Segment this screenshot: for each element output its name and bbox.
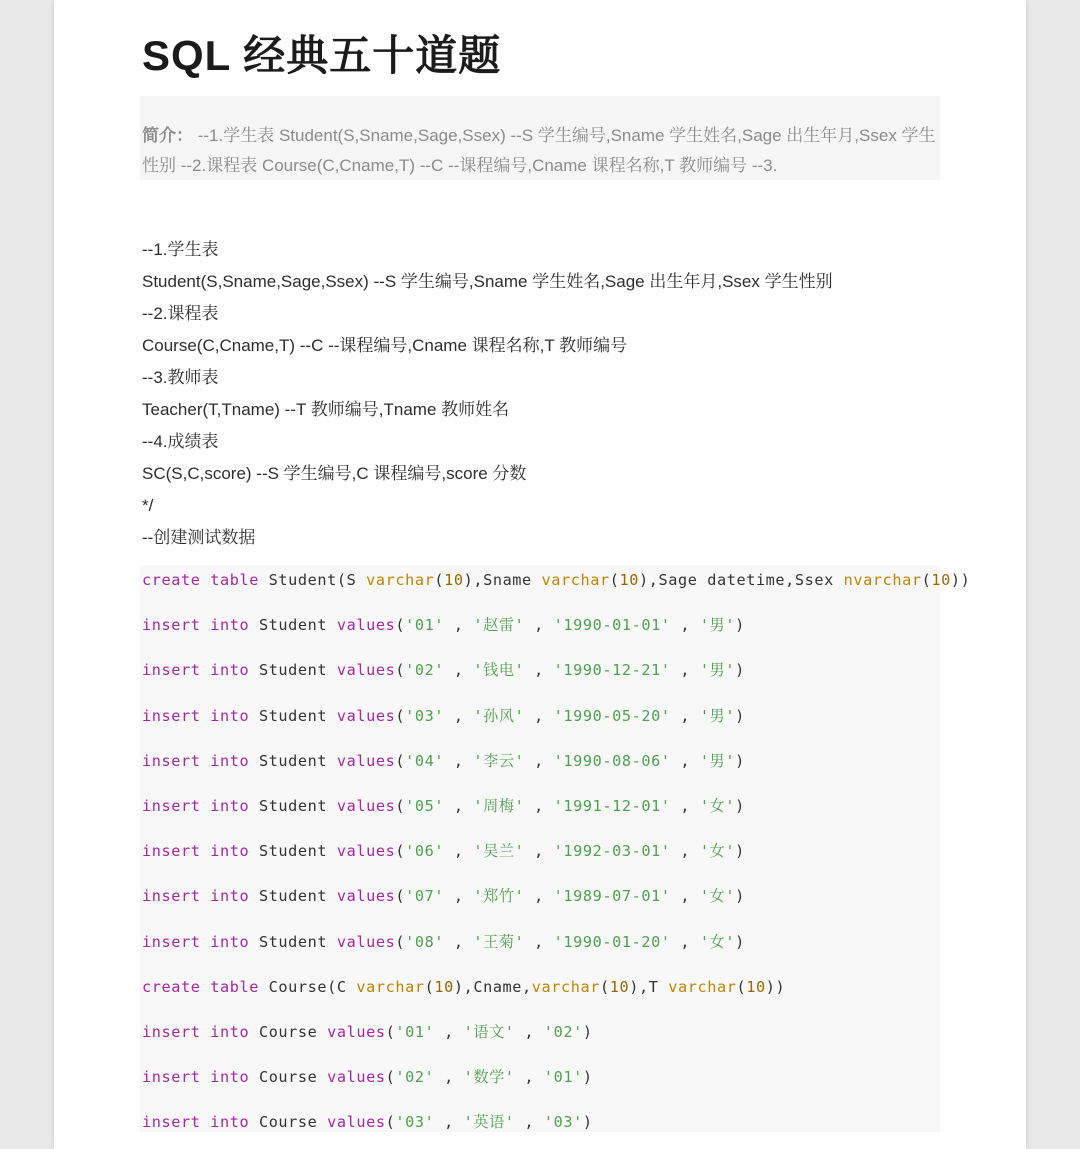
code-line bbox=[142, 881, 940, 926]
summary-box bbox=[140, 96, 940, 180]
sql-text: , bbox=[444, 706, 474, 725]
note-line: Teacher(T,Tname) --T 教师编号,Tname 教师姓名 bbox=[142, 400, 510, 419]
sql-text: Course bbox=[249, 1022, 328, 1041]
note-line: --2.课程表 bbox=[142, 304, 219, 323]
sql-string: '01' bbox=[405, 616, 445, 635]
sql-text: , bbox=[444, 661, 474, 680]
sql-string: '1990-01-01' bbox=[553, 616, 671, 635]
sql-type: varchar bbox=[531, 977, 601, 996]
code-line bbox=[142, 610, 940, 655]
code-line bbox=[142, 1017, 940, 1062]
sql-text: ( bbox=[395, 661, 406, 680]
sql-string: '男' bbox=[699, 661, 736, 680]
sql-text bbox=[200, 797, 210, 815]
sql-text: ) bbox=[735, 706, 745, 725]
sql-string: '语文' bbox=[463, 1022, 515, 1041]
sql-text: ( bbox=[395, 842, 406, 861]
sql-text: , bbox=[670, 706, 700, 725]
sql-text bbox=[200, 616, 210, 634]
sql-text: ( bbox=[395, 751, 406, 770]
sql-number: 10 bbox=[931, 571, 951, 589]
sql-string: '1991-12-01' bbox=[553, 796, 671, 815]
sql-keyword: values bbox=[336, 661, 396, 680]
code-line bbox=[142, 972, 940, 1017]
sql-keyword: values bbox=[336, 842, 396, 861]
sql-text: , bbox=[670, 932, 700, 951]
sql-text: ) bbox=[735, 842, 745, 861]
note-line: --创建测试数据 bbox=[142, 528, 256, 547]
sql-keyword: table bbox=[210, 571, 259, 589]
sql-type: varchar bbox=[366, 571, 435, 589]
sql-text: ( bbox=[736, 977, 747, 996]
sql-text: , bbox=[670, 616, 700, 635]
sql-text: Student bbox=[249, 751, 337, 770]
sql-type: varchar bbox=[356, 977, 425, 996]
code-line bbox=[142, 1107, 940, 1149]
summary-label: 简介： bbox=[142, 126, 193, 145]
sql-text: , bbox=[524, 661, 554, 680]
sql-string: '05' bbox=[405, 796, 445, 815]
sql-type: varchar bbox=[541, 571, 610, 589]
sql-text: , bbox=[444, 842, 474, 861]
sql-text: )) bbox=[765, 977, 786, 996]
sql-text: , bbox=[524, 842, 554, 861]
sql-number: 10 bbox=[444, 571, 464, 589]
sql-keyword: insert bbox=[142, 751, 201, 770]
sql-number: 10 bbox=[619, 571, 640, 589]
sql-text: Student bbox=[249, 842, 337, 861]
sql-text: Student bbox=[249, 796, 337, 815]
sql-text bbox=[200, 1068, 210, 1086]
sql-string: '女' bbox=[699, 932, 736, 951]
sql-type: varchar bbox=[668, 977, 737, 996]
sql-string: '03' bbox=[543, 1113, 583, 1132]
sql-keyword: create bbox=[142, 571, 201, 589]
note-line: Student(S,Sname,Sage,Ssex) --S 学生编号,Sname 学生姓名,Sage 出生年月,Ssex 学生性别 bbox=[142, 272, 833, 291]
sql-text: , bbox=[444, 887, 474, 906]
sql-text: ( bbox=[434, 571, 445, 589]
sql-text: ( bbox=[385, 1022, 396, 1041]
sql-text: ) bbox=[735, 751, 745, 770]
sql-string: '钱电' bbox=[473, 661, 525, 680]
sql-keyword: into bbox=[210, 616, 250, 635]
sql-text: , bbox=[524, 887, 554, 906]
sql-text: , bbox=[670, 842, 700, 861]
sql-type: nvarchar bbox=[843, 571, 922, 589]
sql-text: ( bbox=[609, 571, 620, 589]
sql-text bbox=[200, 887, 210, 905]
sql-text: , bbox=[434, 1022, 464, 1041]
sql-keyword: insert bbox=[142, 842, 201, 861]
code-line bbox=[142, 655, 940, 700]
sql-string: '03' bbox=[395, 1113, 435, 1132]
sql-text: ( bbox=[600, 977, 610, 996]
sql-text bbox=[200, 707, 210, 725]
sql-keyword: insert bbox=[142, 616, 201, 635]
sql-string: '男' bbox=[699, 751, 736, 770]
sql-text bbox=[200, 978, 210, 996]
sql-text: Student bbox=[249, 887, 337, 906]
sql-text: ),T bbox=[629, 977, 669, 996]
sql-text bbox=[200, 1023, 210, 1041]
summary-text: --1.学生表 Student(S,Sname,Sage,Ssex) --S 学生编号,Sname 学生姓名,Sage 出生年月,Ssex 学生性别 --2.课程表 Course(C,Cname,T) --C --课程编号,Cname 课程名称,T 教师编号 --3. bbox=[142, 126, 936, 175]
sql-text: , bbox=[670, 751, 700, 770]
sql-string: '英语' bbox=[463, 1113, 515, 1132]
sql-code-block bbox=[140, 565, 971, 1132]
sql-string: '孙风' bbox=[473, 706, 525, 725]
sql-keyword: values bbox=[336, 706, 396, 725]
sql-keyword: values bbox=[327, 1022, 386, 1041]
sql-keyword: into bbox=[210, 1113, 250, 1132]
sql-string: '01' bbox=[543, 1068, 583, 1087]
sql-string: '数学' bbox=[463, 1068, 515, 1087]
sql-string: '1992-03-01' bbox=[553, 842, 671, 861]
note-line: --1.学生表 bbox=[142, 240, 219, 259]
sql-text: Student bbox=[249, 661, 337, 680]
sql-keyword: insert bbox=[142, 1113, 201, 1132]
sql-keyword: insert bbox=[142, 1022, 201, 1041]
sql-string: '王菊' bbox=[473, 932, 525, 951]
sql-text: Course bbox=[249, 1068, 328, 1087]
code-line bbox=[142, 565, 971, 610]
sql-text bbox=[200, 933, 210, 951]
sql-text: Student bbox=[249, 706, 337, 725]
sql-text: ) bbox=[582, 1022, 593, 1041]
sql-keyword: into bbox=[210, 661, 250, 680]
sql-text: , bbox=[670, 887, 700, 906]
sql-string: '1990-08-06' bbox=[553, 751, 671, 770]
sql-keyword: insert bbox=[142, 796, 201, 815]
sql-keyword: into bbox=[210, 706, 250, 725]
sql-string: '06' bbox=[405, 842, 445, 861]
sql-text: ) bbox=[735, 616, 745, 635]
sql-text: ( bbox=[395, 887, 406, 906]
sql-text: ),Sname bbox=[463, 571, 542, 589]
sql-keyword: insert bbox=[142, 1068, 201, 1087]
sql-number: 10 bbox=[434, 977, 454, 996]
sql-string: '1989-07-01' bbox=[553, 887, 671, 906]
sql-keyword: values bbox=[327, 1068, 386, 1087]
code-line bbox=[142, 836, 940, 881]
sql-text: , bbox=[524, 932, 554, 951]
sql-text: Student bbox=[249, 616, 337, 635]
sql-text bbox=[200, 1113, 210, 1131]
code-line bbox=[142, 927, 940, 972]
sql-text: , bbox=[514, 1022, 544, 1041]
schema-notes bbox=[142, 234, 962, 554]
sql-keyword: into bbox=[210, 842, 250, 861]
sql-string: '02' bbox=[405, 661, 445, 680]
sql-text bbox=[200, 752, 210, 770]
sql-keyword: into bbox=[210, 1022, 250, 1041]
sql-keyword: values bbox=[327, 1113, 386, 1132]
sql-text: , bbox=[670, 661, 700, 680]
sql-text: ) bbox=[582, 1113, 593, 1132]
article-page bbox=[54, 0, 1026, 1149]
sql-keyword: values bbox=[336, 616, 396, 635]
sql-text: ) bbox=[735, 932, 745, 951]
sql-text: ) bbox=[582, 1068, 593, 1087]
sql-string: '02' bbox=[543, 1022, 583, 1041]
note-line: SC(S,C,score) --S 学生编号,C 课程编号,score 分数 bbox=[142, 464, 527, 483]
code-line bbox=[142, 791, 940, 836]
sql-text: Course bbox=[249, 1113, 328, 1132]
code-line bbox=[142, 1062, 940, 1107]
sql-string: '男' bbox=[699, 616, 736, 635]
sql-text: ( bbox=[385, 1113, 396, 1132]
sql-string: '1990-01-20' bbox=[553, 932, 671, 951]
sql-text: Student(S bbox=[258, 571, 367, 589]
sql-keyword: into bbox=[210, 887, 250, 906]
sql-text: ) bbox=[735, 661, 745, 680]
note-line: */ bbox=[142, 496, 154, 515]
sql-text: , bbox=[524, 796, 554, 815]
sql-text: , bbox=[444, 616, 474, 635]
sql-text: ( bbox=[395, 796, 406, 815]
sql-text: , bbox=[444, 751, 474, 770]
sql-string: '赵雷' bbox=[473, 616, 525, 635]
sql-string: '李云' bbox=[473, 751, 525, 770]
sql-number: 10 bbox=[609, 977, 630, 996]
sql-string: '郑竹' bbox=[473, 887, 525, 906]
code-line bbox=[142, 746, 940, 791]
sql-keyword: into bbox=[210, 751, 250, 770]
sql-text bbox=[200, 842, 210, 860]
article-title: SQL 经典五十道题 bbox=[142, 32, 502, 79]
sql-text: , bbox=[670, 796, 700, 815]
sql-text: , bbox=[434, 1068, 464, 1087]
sql-keyword: into bbox=[210, 1068, 250, 1087]
sql-text: Course(C bbox=[258, 977, 357, 996]
sql-keyword: into bbox=[210, 932, 250, 951]
sql-string: '女' bbox=[699, 887, 736, 906]
sql-text: , bbox=[444, 796, 474, 815]
sql-number: 10 bbox=[746, 977, 766, 996]
sql-string: '04' bbox=[405, 751, 445, 770]
sql-text: , bbox=[514, 1068, 544, 1087]
sql-keyword: into bbox=[210, 796, 250, 815]
sql-text: ( bbox=[921, 571, 932, 589]
sql-string: '女' bbox=[699, 796, 736, 815]
sql-text: ( bbox=[395, 932, 406, 951]
sql-keyword: values bbox=[336, 887, 396, 906]
sql-text: ( bbox=[424, 977, 435, 996]
note-line: --3.教师表 bbox=[142, 368, 219, 387]
sql-string: '02' bbox=[395, 1068, 435, 1087]
sql-text: Student bbox=[249, 932, 337, 951]
sql-text: ( bbox=[385, 1068, 396, 1087]
sql-text: ),Sage datetime,Ssex bbox=[639, 571, 844, 589]
sql-string: '周梅' bbox=[473, 796, 525, 815]
sql-string: '03' bbox=[405, 706, 445, 725]
sql-string: '1990-12-21' bbox=[553, 661, 671, 680]
sql-text: ) bbox=[735, 796, 745, 815]
sql-keyword: table bbox=[210, 977, 259, 996]
sql-keyword: insert bbox=[142, 932, 201, 951]
sql-text: ( bbox=[395, 706, 406, 725]
sql-string: '07' bbox=[405, 887, 445, 906]
sql-text: )) bbox=[950, 571, 971, 589]
sql-keyword: values bbox=[336, 751, 396, 770]
sql-text: , bbox=[524, 706, 554, 725]
sql-text: , bbox=[514, 1113, 544, 1132]
note-line: Course(C,Cname,T) --C --课程编号,Cname 课程名称,T 教师编号 bbox=[142, 336, 628, 355]
sql-text: , bbox=[524, 616, 554, 635]
sql-string: '01' bbox=[395, 1022, 435, 1041]
sql-string: '08' bbox=[405, 932, 445, 951]
sql-keyword: insert bbox=[142, 706, 201, 725]
code-line bbox=[142, 701, 940, 746]
sql-string: '男' bbox=[699, 706, 736, 725]
sql-text: ( bbox=[395, 616, 406, 635]
sql-text: , bbox=[524, 751, 554, 770]
sql-text bbox=[200, 571, 210, 589]
sql-keyword: insert bbox=[142, 661, 201, 680]
sql-text bbox=[200, 661, 210, 679]
sql-keyword: values bbox=[336, 932, 396, 951]
sql-keyword: values bbox=[336, 796, 396, 815]
sql-string: '1990-05-20' bbox=[553, 706, 671, 725]
sql-string: '女' bbox=[699, 842, 736, 861]
sql-text: ) bbox=[735, 887, 745, 906]
sql-string: '吴兰' bbox=[473, 842, 525, 861]
sql-keyword: insert bbox=[142, 887, 201, 906]
sql-keyword: create bbox=[142, 977, 201, 996]
sql-text: , bbox=[434, 1113, 464, 1132]
note-line: --4.成绩表 bbox=[142, 432, 219, 451]
sql-text: ),Cname, bbox=[453, 977, 532, 996]
sql-text: , bbox=[444, 932, 474, 951]
